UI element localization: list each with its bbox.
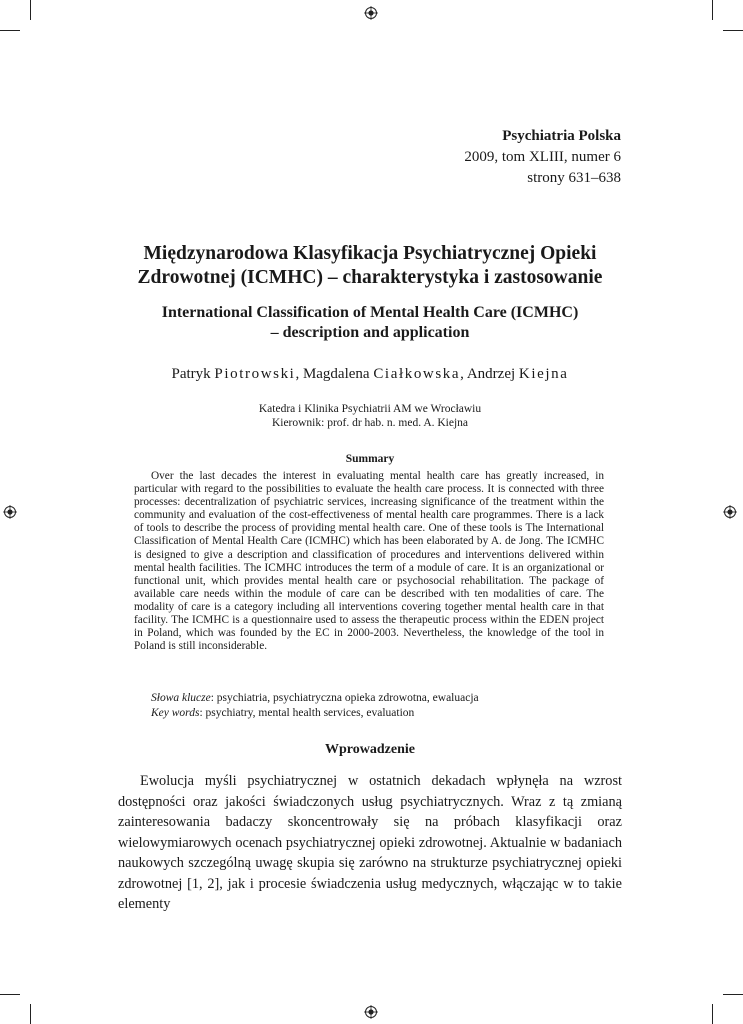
summary-text: Over the last decades the interest in evaluating mental health care has greatly increased, in particular with regard to the possibilities to evaluate the health care process. It is connected with three processes: decentralization of psychiatric services, increasing significance of the treatment within the community and evaluation of the cost-effectiveness of mental health care programmes. There is a lack of tools to describe the process of providing mental health care. One of these tools is The International Classification of Mental Health Care (ICMHC) which has been elaborated by A. de Jong. The ICMHC is designed to give a description and classification of procedures and interventions delivered within mental health facilities. The ICMHC introduces the term of a module of care. It is an organizational or functional unit, which provides mental health care or psychosocial rehabilitation. The package of available care needs within the module of care can be described with ten modalities of care. The modality of care is a category including all interventions covering together mental health care in that facility. The ICMHC is a questionnaire used to assess the therapeutic process within the EDEN project in Poland, which was founded by the EC in 2000-2003. Nevertheless, the knowledge of the tool in Poland is still inconsiderable. bbox=[134, 470, 604, 653]
keywords-polish-values: : psychiatria, psychiatryczna opieka zdrowotna, ewaluacja bbox=[210, 692, 479, 704]
affiliation-department: Katedra i Klinika Psychiatrii AM we Wrocławiu bbox=[258, 403, 482, 415]
author-separator: , bbox=[295, 366, 303, 382]
crop-mark bbox=[30, 0, 31, 20]
registration-mark-icon bbox=[364, 1005, 378, 1019]
section-heading-introduction: Wprowadzenie bbox=[325, 742, 415, 757]
affiliation bbox=[100, 402, 640, 430]
author-first-name: Magdalena bbox=[302, 366, 370, 382]
author-last-name: Kiejna bbox=[518, 366, 569, 382]
crop-mark bbox=[30, 1004, 31, 1024]
introduction-paragraph: Ewolucja myśli psychiatrycznej w ostatnich dekadach wpłynęła na wzrost dostępności oraz jakości świadczonych usług psychiatrycznych. Wraz z tą zmianą zainteresowania badaczy skoncentrowały się na próbach klasyfikacji oraz wielowymiarowych ocenach psychiatrycznej opieki zdrowotnej. Aktualnie w badaniach naukowych szczególną uwagę skupia się zarówno na strukturze psychiatrycznej opieki zdrowotnej [1, 2], jak i procesie świadczenia usług medycznych, włączając w to takie elementy bbox=[118, 773, 622, 912]
journal-info bbox=[464, 126, 621, 189]
keywords-english bbox=[151, 706, 479, 721]
keywords-polish-label: Słowa klucze bbox=[151, 692, 211, 704]
affiliation-head: Kierownik: prof. dr hab. n. med. A. Kiejna bbox=[271, 417, 469, 429]
registration-mark-icon bbox=[723, 505, 737, 519]
summary-heading: Summary bbox=[345, 453, 395, 465]
title-polish-line: Zdrowotnej (ICMHC) – charakterystyka i zastosowanie bbox=[137, 267, 603, 288]
journal-pages: strony 631–638 bbox=[527, 170, 621, 186]
title-english bbox=[100, 303, 640, 343]
keywords-polish bbox=[151, 691, 479, 706]
keywords bbox=[151, 691, 479, 721]
title-polish-line: Międzynarodowa Klasyfikacja Psychiatrycznej Opieki bbox=[143, 243, 597, 264]
author-last-name: Piotrowski bbox=[214, 366, 296, 382]
author-first-name: Andrzej bbox=[466, 366, 516, 382]
author-last-name: Ciałkowska bbox=[373, 366, 461, 382]
author-first-name: Patryk bbox=[171, 366, 211, 382]
crop-mark bbox=[723, 994, 743, 995]
crop-mark bbox=[0, 30, 20, 31]
registration-mark-icon bbox=[3, 505, 17, 519]
crop-mark bbox=[712, 0, 713, 20]
crop-mark bbox=[0, 994, 20, 995]
journal-volume: 2009, tom XLIII, numer 6 bbox=[464, 149, 621, 165]
title-english-line: – description and application bbox=[270, 324, 470, 341]
crop-mark bbox=[723, 30, 743, 31]
title-english-line: International Classification of Mental Health Care (ICMHC) bbox=[161, 304, 579, 321]
keywords-english-label: Key words bbox=[151, 707, 200, 719]
title-polish bbox=[100, 242, 640, 290]
author-separator: , bbox=[460, 366, 467, 382]
crop-mark bbox=[712, 1004, 713, 1024]
registration-mark-icon bbox=[364, 6, 378, 20]
authors bbox=[100, 366, 640, 383]
journal-name: Psychiatria Polska bbox=[502, 128, 621, 144]
keywords-english-values: : psychiatry, mental health services, evaluation bbox=[199, 707, 415, 719]
